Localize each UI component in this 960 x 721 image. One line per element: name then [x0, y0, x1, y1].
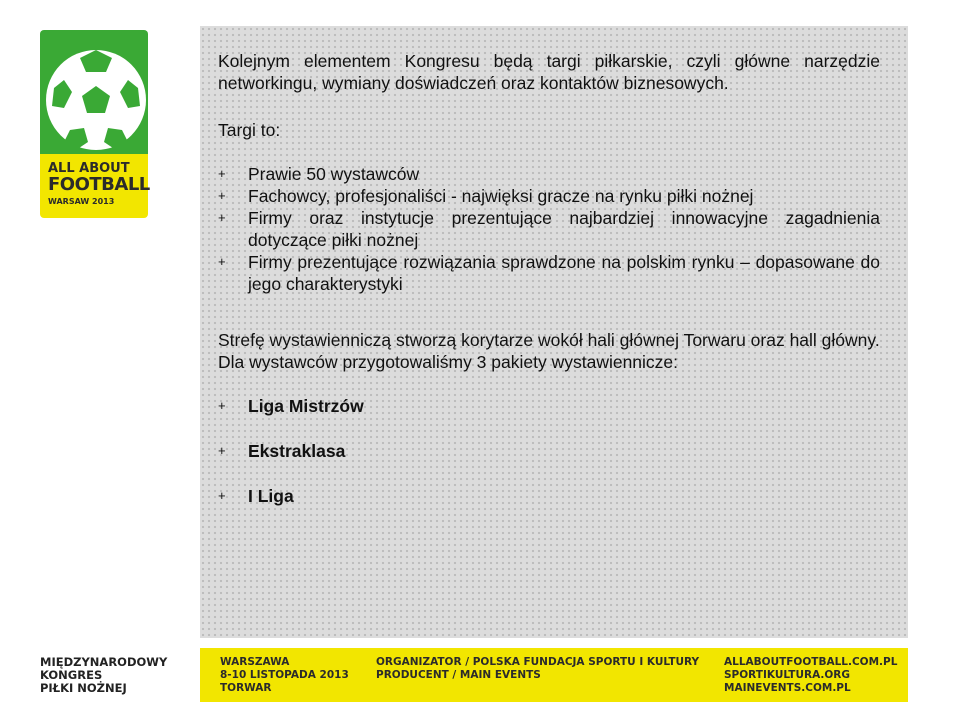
fair-list — [218, 163, 880, 295]
plus-bullet-icon: + — [218, 398, 226, 413]
list-item: + Firmy oraz instytucje prezentujące najbardziej innowacyjne zagadnienia dotyczące piłki nożnej — [218, 208, 880, 250]
plus-bullet-icon: + — [218, 210, 226, 225]
logo-green-block — [40, 30, 148, 154]
football-icon — [40, 30, 148, 154]
package-item: + Liga Mistrzów — [218, 396, 364, 416]
link-sportikultura[interactable]: SPORTIKULTURA.ORG — [724, 669, 851, 681]
packages-intro: Dla wystawców przygotowaliśmy 3 pakiety wystawiennicze: — [218, 352, 679, 372]
plus-bullet-icon: + — [218, 443, 226, 458]
logo-line-1: ALL ABOUT — [48, 161, 130, 176]
event-logo — [40, 30, 148, 218]
zone-paragraph: Strefę wystawienniczą stworzą korytarze wokół hali głównej Torwaru oraz hall główny. — [218, 330, 880, 350]
package-item: + Ekstraklasa — [218, 441, 346, 461]
plus-bullet-icon: + — [218, 166, 226, 181]
list-item: + Prawie 50 wystawców — [218, 164, 420, 184]
logo-line-3: WARSAW 2013 — [48, 197, 115, 206]
plus-bullet-icon: + — [218, 254, 226, 269]
package-item: + I Liga — [218, 486, 294, 506]
link-allaboutfootball[interactable]: ALLABOUTFOOTBALL.COM.PL — [724, 656, 898, 668]
logo-yellow-block — [40, 154, 148, 218]
congress-name: MIĘDZYNARODOWY KONGRES PIŁKI NOŻNEJ — [40, 655, 168, 695]
list-item: + Firmy prezentujące rozwiązania sprawdzone na polskim rynku – dopasowane do jego charakterystyki — [218, 252, 880, 294]
packages-list — [218, 395, 880, 507]
footer-organizer: ORGANIZATOR / POLSKA FUNDACJA SPORTU I KULTURY PRODUCENT / MAIN EVENTS — [376, 656, 700, 681]
link-mainevents[interactable]: MAINEVENTS.COM.PL — [724, 682, 851, 694]
footer-links — [724, 656, 897, 695]
plus-bullet-icon: + — [218, 488, 226, 503]
logo-line-2: FOOTBALL — [48, 174, 150, 195]
list-item: + Fachowcy, profesjonaliści - najwięksi gracze na rynku piłki nożnej — [218, 186, 754, 206]
intro-paragraph: Kolejnym elementem Kongresu będą targi piłkarskie, czyli główne narzędzie networkingu, wymiany doświadczeń oraz kontaktów biznesowych. — [218, 51, 880, 93]
footer-bar — [200, 648, 908, 702]
slide-content — [218, 50, 880, 530]
plus-bullet-icon: + — [218, 188, 226, 203]
footer-date-location: WARSZAWA 8-10 LISTOPADA 2013 TORWAR — [220, 656, 349, 694]
fair-heading: Targi to: — [218, 120, 281, 140]
